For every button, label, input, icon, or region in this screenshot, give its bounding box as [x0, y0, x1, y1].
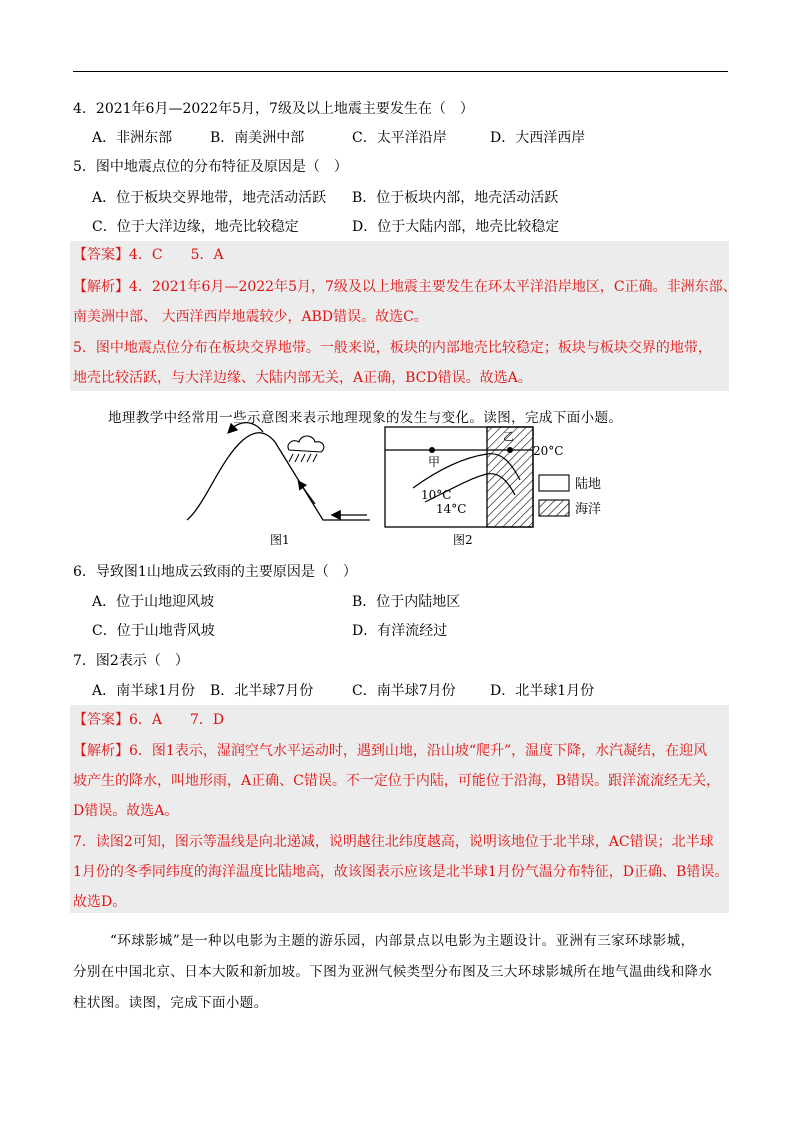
figure-1-2: [185, 420, 625, 550]
fig2-caption: 图2: [453, 533, 473, 547]
q6-option-b: B．位于内陆地区: [352, 594, 461, 610]
mountain-profile: [187, 433, 370, 520]
cloud-icon: [288, 436, 324, 452]
q7-option-c: C．南半球7月份: [352, 683, 456, 699]
explanation-1-line-2: 南美洲中部、 大西洋西岸地震较少，ABD错误。故选C。: [73, 309, 428, 325]
intro-paragraph-2: 地理教学中经常用一些示意图来表示地理现象的发生与变化。读图，完成下面小题。: [108, 410, 623, 426]
legend-ocean-label: 海洋: [575, 502, 602, 517]
label-yi: 乙: [503, 430, 514, 443]
q4-option-a: A．非洲东部: [92, 130, 173, 146]
label-jia: 甲: [428, 455, 441, 469]
answer-1-key: 【答案】4．C 5．A: [73, 247, 224, 263]
q4-option-b: B．南美洲中部: [210, 130, 305, 146]
q4-option-d: D．大西洋西岸: [490, 130, 586, 146]
point-yi: [507, 447, 513, 453]
q5-option-b: B．位于板块内部，地壳活动活跃: [352, 190, 559, 206]
q6-option-a: A．位于山地迎风坡: [92, 594, 215, 610]
q5-stem: 5．图中地震点位的分布特征及原因是（ ）: [73, 159, 348, 175]
explanation-2-line-6: 故选D。: [73, 894, 127, 910]
explanation-1-line-3: 5．图中地震点位分布在板块交界地带。一般来说，板块的内部地壳比较稳定；板块与板块交界的地带，: [73, 340, 712, 356]
point-jia: [429, 447, 435, 453]
q5-option-a: A．位于板块交界地带，地壳活动活跃: [92, 190, 327, 206]
rain-icon: [289, 454, 317, 462]
intro-paragraph-3-line-3: 柱状图。读图，完成下面小题。: [73, 995, 268, 1011]
q6-option-d: D．有洋流经过: [352, 623, 448, 639]
intro-paragraph-3-line-1: “环球影城”是一种以电影为主题的游乐园，内部景点以电影为主题设计。亚洲有三家环球影城，: [110, 933, 695, 949]
wind-arrow-curve: [229, 423, 263, 432]
q7-option-b: B．北半球7月份: [210, 683, 314, 699]
q5-option-c: C．位于大洋边缘，地壳比较稳定: [92, 219, 299, 235]
explanation-1-line-4: 地壳比较活跃，与大洋边缘、大陆内部无关，A正确，BCD错误。故选A。: [73, 370, 532, 386]
label-10c: 10°C: [421, 488, 452, 502]
explanation-2-line-5: 1月份的冬季同纬度的海洋温度比陆地高，故该图表示应该是北半球1月份气温分布特征，D正确、B错误。: [73, 864, 729, 880]
legend-land-swatch: [539, 475, 569, 491]
q6-stem: 6．导致图1山地成云致雨的主要原因是（ ）: [73, 564, 357, 580]
legend-ocean-swatch: [539, 500, 569, 516]
q4-option-c: C．太平洋沿岸: [352, 130, 447, 146]
q7-option-d: D．北半球1月份: [490, 683, 595, 699]
q4-stem: 4．2021年6月—2022年5月，7级及以上地震主要发生在（ ）: [73, 101, 474, 117]
fig1-caption: 图1: [270, 533, 290, 547]
explanation-2-line-1: 【解析】6．图1表示，湿润空气水平运动时，遇到山地，沿山坡“爬升”，温度下降，水汽凝结，在迎风: [73, 743, 708, 759]
intro-paragraph-3-line-2: 分别在中国北京、日本大阪和新加坡。下图为亚洲气候类型分布图及三大环球影城所在地气温曲线和降水: [73, 964, 713, 980]
explanation-2-line-3: D错误。故选A。: [73, 803, 179, 819]
explanation-2-line-2: 坡产生的降水，叫地形雨，A正确、C错误。不一定位于内陆，可能位于沿海，B错误。跟洋流流经无关，: [73, 773, 721, 789]
q7-stem: 7．图2表示（ ）: [73, 653, 189, 669]
label-20c: 20°C: [533, 444, 564, 458]
explanation-2-line-4: 7．读图2可知，图示等温线是向北递减，说明越往北纬度越高，说明该地位于北半球，AC错误；北半球: [73, 834, 714, 850]
explanation-1-line-1: 【解析】4．2021年6月—2022年5月，7级及以上地震主要发生在环太平洋沿岸地区，C正确。非洲东部、: [73, 279, 737, 295]
q5-option-d: D．位于大陆内部，地壳比较稳定: [352, 219, 560, 235]
legend-land-label: 陆地: [575, 477, 602, 492]
q7-option-a: A．南半球1月份: [92, 683, 196, 699]
answer-2-key: 【答案】6．A 7．D: [73, 712, 225, 728]
q6-option-c: C．位于山地背风坡: [92, 623, 215, 639]
upslope-arrow: [299, 482, 315, 504]
header-rule: [73, 71, 728, 72]
label-14c: 14°C: [436, 502, 467, 516]
